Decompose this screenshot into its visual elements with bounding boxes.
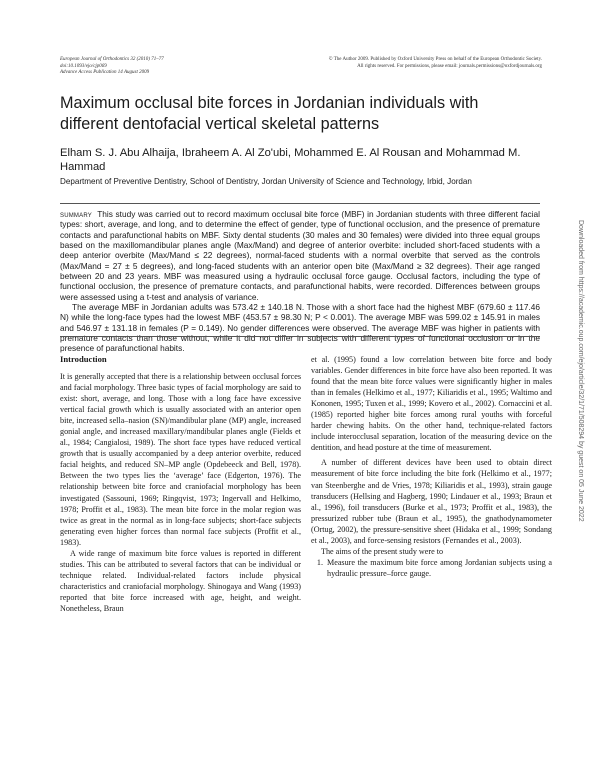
intro-paragraph-2: A wide range of maximum bite force values is reported in different studies. This can be attributed to several factors that can be individual or technique related. Individual-related factors include physical characteristics and craniofacial morphology. Shinogaya and Wang (1993) reported that bite force increased with age, height, and weight. Nonetheless, Braun bbox=[60, 548, 301, 613]
intro-paragraph-1: It is generally accepted that there is a relationship between occlusal forces and facial morphology. Three basic types of facial morphology are said to exist: short, average, and long. Those with a long face have excessive vertical facial growth which is usually associated with an anterior open bite, increased sella–nasion (SN)/mandibular plane (MP) angle, increased gonial angle, and increased maxillary/mandibular planes angle (Fields et al., 1984; Cangialosi, 1989). The short face types have reduced vertical growth that is usually accompanied by a deep anterior overbite, reduced facial heights, and reduced SN–MP angle (Opdebeeck and Bell, 1978). Between the two types lies the ‘average’ face (Edgerton, 1976). The relationship between bite force and craniofacial morphology has been investigated (Sassouni, 1969; Ringqvist, 1973; Ingervall and Helkimo, 1978; Proffit et al., 1983). The mean bite force in the molar region was twice as great in the normal as in long-face subjects; short-face subjects generating even higher forces than normal face subjects (Proffit et al., 1983). bbox=[60, 372, 301, 547]
abstract-label: summary bbox=[60, 209, 92, 219]
right-paragraph-1: et al. (1995) found a low correlation between bite force and body variables. Gender differences in bite force have also been reported. It was found that the mean bite force values were significantly higher in males than in females (Helkimo et al., 1977; Kiliaridis et al., 1995; Waltimo and Kononen, 1995; Tuxen et al., 1999; Kovero et al., 2002). Cornaccini et al. (1985) reported higher bite forces among rural youths with forceful harder chewing habits. On the other hand, technique-related factors include interocclusal separation, location of the measuring device on the dentition, and head posture at the time of measurement. bbox=[311, 355, 552, 453]
right-paragraph-2: A number of different devices have been used to obtain direct measurement of bite force including the bite fork (Helkimo et al., 1977; van Steenberghe and de Vries, 1978; Kiliaridis et al., 1993), strain gauge transducers (Hellsing and Hagberg, 1990; Lindauer et al., 1993; Braun et al., 1996), foil transducers (Burke et al., 1973; Proffit et al., 1983), the pressurized rubber tube (Braun et al., 1995), the gnathodynamometer (Ortug, 2002), the pressure-sensitive sheet (Hidaka et al., 1999; Sondang et al., 2003), and force-sensing resistors (Fernandes et al., 2003). bbox=[311, 458, 552, 545]
permissions-line: All rights reserved. For permissions, please email: journals.permissions@oxfordjournals.org bbox=[357, 63, 542, 69]
abstract-text-1: This study was carried out to record maximum occlusal bite force (MBF) in Jordanian students with three different facial types: short, average, and long, and to determine the effect of gender, type of functional occlusion, and the presence of premature contacts and parafunctional habits on MBF. Sixty dental students (30 males and 30 females) were divided into three equal groups based on the maxillomandibular planes angle (Max/Mand) and degree of anterior overbite: included short-faced students with a deep anterior overbite (Max/Mand ≤ 22 degrees), normal-faced students with a normal overbite that served as the controls (Max/Mand = 27 ± 5 degrees), and long-faced students with an anterior open bite (Max/Mand ≥ 32 degrees). Their age ranged between 20 and 23 years. MBF was measured using a hydraulic occlusal force gauge. Occlusal factors, including the type of functional occlusion, the presence of premature contacts, and parafunctional habits, were recorded. Differences between groups were assessed using a t-test and analysis of variance. bbox=[60, 209, 540, 302]
download-notice: Downloaded from https://academic.oup.com/ejo/article/32/1/71/508294 by guest on 05 June 2022 bbox=[577, 220, 584, 522]
left-column bbox=[60, 354, 301, 614]
doi-line: doi:10.1093/ejo/cjp069 bbox=[60, 63, 107, 69]
divider-top bbox=[60, 203, 540, 204]
publication-date-line: Advance Access Publication 14 August 2009 bbox=[60, 70, 150, 76]
download-watermark bbox=[573, 220, 587, 580]
aims-list-item: 1. Measure the maximum bite force among Jordanian subjects using a hydraulic pressure–force gauge. bbox=[325, 557, 552, 579]
abstract bbox=[60, 209, 540, 354]
divider-bottom bbox=[60, 336, 540, 337]
copyright-notice bbox=[329, 57, 542, 70]
journal-citation bbox=[60, 57, 164, 77]
affiliation: Department of Preventive Dentistry, School of Dentistry, Jordan University of Science and Technology, Irbid, Jordan bbox=[60, 177, 472, 186]
author-list: Elham S. J. Abu Alhaija, Ibraheem A. Al Zo'ubi, Mohammed E. Al Rousan and Mohammad M. Hammad bbox=[60, 147, 521, 173]
aims-list bbox=[311, 557, 552, 579]
abstract-paragraph-2: The average MBF in Jordanian adults was 573.42 ± 140.18 N. Those with a short face had the highest MBF (679.60 ± 117.46 N) while the long-face types had the lowest MBF (453.57 ± 98.30 N; P < 0.001). The average MBF was 599.02 ± 145.91 in males and 546.97 ± 131.18 in females (P = 0.149). No gender differences were observed. The average MBF was higher in patients with premature contacts than those without, while it did not differ in subjects with different types of functional occlusion or in the presence of parafunctional habits. bbox=[60, 302, 540, 354]
aims-intro: The aims of the present study were to bbox=[321, 546, 444, 556]
section-heading-introduction: Introduction bbox=[60, 354, 107, 364]
abstract-paragraph-1 bbox=[60, 209, 540, 302]
right-column bbox=[311, 354, 552, 579]
article-title: Maximum occlusal bite forces in Jordanian individuals with different dentofacial vertical skeletal patterns bbox=[60, 94, 479, 133]
citation-line: European Journal of Orthodontics 32 (2010) 71–77 bbox=[60, 57, 164, 62]
copyright-line: © The Author 2009. Published by Oxford University Press on behalf of the European Orthodontic Society. bbox=[328, 57, 542, 62]
